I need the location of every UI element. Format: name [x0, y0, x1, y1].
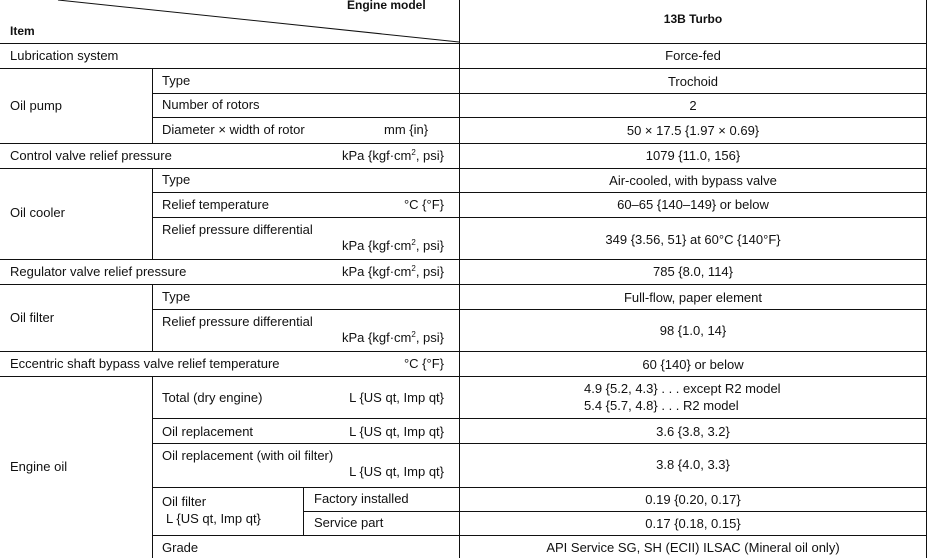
- cooler-diff-value: 349 {3.56, 51} at 60°C {140°F}: [605, 232, 781, 247]
- rule: [303, 487, 304, 535]
- service-part-value: 0.17 {0.18, 0.15}: [645, 516, 741, 531]
- rule: [152, 376, 153, 558]
- rule: [152, 93, 926, 94]
- rule: [152, 168, 153, 259]
- rule: [152, 309, 926, 310]
- total-dry-unit: L {US qt, Imp qt}: [349, 390, 444, 405]
- rule: [0, 143, 926, 144]
- rule: [152, 487, 926, 488]
- oil-cooler-type-value: Air-cooled, with bypass valve: [609, 173, 777, 188]
- engine-oil-filter-unit: L {US qt, Imp qt}: [166, 511, 261, 526]
- oil-cooler-type-label: Type: [162, 172, 191, 187]
- rule: [152, 117, 926, 118]
- rule: [926, 0, 927, 558]
- rule: [0, 68, 926, 69]
- cooler-diff-unit: kPa {$kgf\cdot cm^2$, psi}: [342, 238, 444, 253]
- oil-pump-type-value: Trochoid: [667, 74, 719, 89]
- oil-filter-type-value: Full-flow, paper element: [623, 290, 762, 305]
- relief-temp-value: 60–65 {140–149} or below: [617, 197, 769, 212]
- rule: [152, 535, 926, 536]
- regulator-valve-label: Regulator valve relief pressure: [10, 264, 187, 279]
- rule: [0, 376, 926, 377]
- filter-diff-value: 98 {1.0, 14}: [659, 323, 727, 338]
- oil-filter-type-label: Type: [162, 289, 191, 304]
- rotor-size-unit: mm {in}: [384, 122, 429, 137]
- rule: [152, 217, 926, 218]
- item-header: Item: [10, 24, 35, 38]
- oil-pump-label: Oil pump: [10, 98, 63, 113]
- filter-diff-label: Relief pressure differential: [162, 314, 313, 329]
- oil-replacement-filter-value: 3.8 {4.0, 3.3}: [656, 457, 730, 472]
- regulator-valve-unit: kPa {$kgf\cdot cm^2$, psi}: [342, 264, 444, 279]
- oil-replacement-label: Oil replacement: [162, 424, 254, 439]
- rule: [0, 43, 926, 44]
- factory-installed-value: 0.19 {0.20, 0.17}: [645, 492, 741, 507]
- engine-oil-label: Engine oil: [10, 459, 68, 474]
- rotors-label: Number of rotors: [162, 97, 260, 112]
- engine-oil-filter-label: Oil filter: [162, 494, 207, 509]
- relief-temp-label: Relief temperature: [162, 197, 269, 212]
- oil-replacement-value: 3.6 {3.8, 3.2}: [656, 424, 730, 439]
- service-part-label: Service part: [314, 515, 384, 530]
- rule: [152, 192, 926, 193]
- oil-replacement-unit: L {US qt, Imp qt}: [349, 424, 444, 439]
- eccentric-shaft-value: 60 {140} or below: [642, 357, 744, 372]
- relief-temp-unit: °C {°F}: [403, 197, 444, 212]
- rule: [152, 418, 926, 419]
- rotors-value: 2: [689, 98, 697, 113]
- rule: [152, 68, 153, 143]
- control-valve-value: 1079 {11.0, 156}: [645, 148, 741, 163]
- regulator-valve-value: 785 {8.0, 114}: [652, 264, 733, 279]
- engine-model-header: Engine model: [347, 0, 426, 12]
- lubrication-label: Lubrication system: [10, 48, 119, 63]
- total-dry-label: Total (dry engine): [162, 390, 263, 405]
- cooler-diff-label: Relief pressure differential: [162, 222, 313, 237]
- lubrication-value: Force-fed: [665, 48, 721, 63]
- total-dry-value-1: 4.9 {5.2, 4.3} . . . except R2 model: [584, 381, 781, 396]
- oil-replacement-filter-label: Oil replacement (with oil filter): [162, 448, 334, 463]
- oil-pump-type-label: Type: [162, 73, 191, 88]
- rule: [0, 259, 926, 260]
- rule: [0, 168, 926, 169]
- rule: [0, 284, 926, 285]
- oil-replacement-filter-unit: L {US qt, Imp qt}: [349, 464, 444, 479]
- factory-installed-label: Factory installed: [314, 491, 409, 506]
- rotor-size-label: Diameter × width of rotor: [162, 122, 305, 137]
- model-header: 13B Turbo: [663, 12, 723, 26]
- rule: [152, 443, 926, 444]
- control-valve-unit: kPa {$kgf\cdot cm^2$, psi}: [342, 148, 444, 163]
- control-valve-label: Control valve relief pressure: [10, 148, 172, 163]
- rotor-size-value: 50 × 17.5 {1.97 × 0.69}: [626, 123, 760, 138]
- oil-filter-label: Oil filter: [10, 310, 55, 325]
- eccentric-shaft-label: Eccentric shaft bypass valve relief temperature: [10, 356, 280, 371]
- rule: [152, 284, 153, 351]
- filter-diff-unit: kPa {$kgf\cdot cm^2$, psi}: [342, 330, 444, 345]
- total-dry-value-2: 5.4 {5.7, 4.8} . . . R2 model: [584, 398, 739, 413]
- oil-cooler-label: Oil cooler: [10, 205, 65, 220]
- rule: [0, 351, 926, 352]
- grade-label: Grade: [162, 540, 199, 555]
- eccentric-shaft-unit: °C {°F}: [403, 356, 444, 371]
- grade-value: API Service SG, SH (ECII) ILSAC (Mineral oil only): [546, 540, 840, 555]
- rule: [303, 511, 926, 512]
